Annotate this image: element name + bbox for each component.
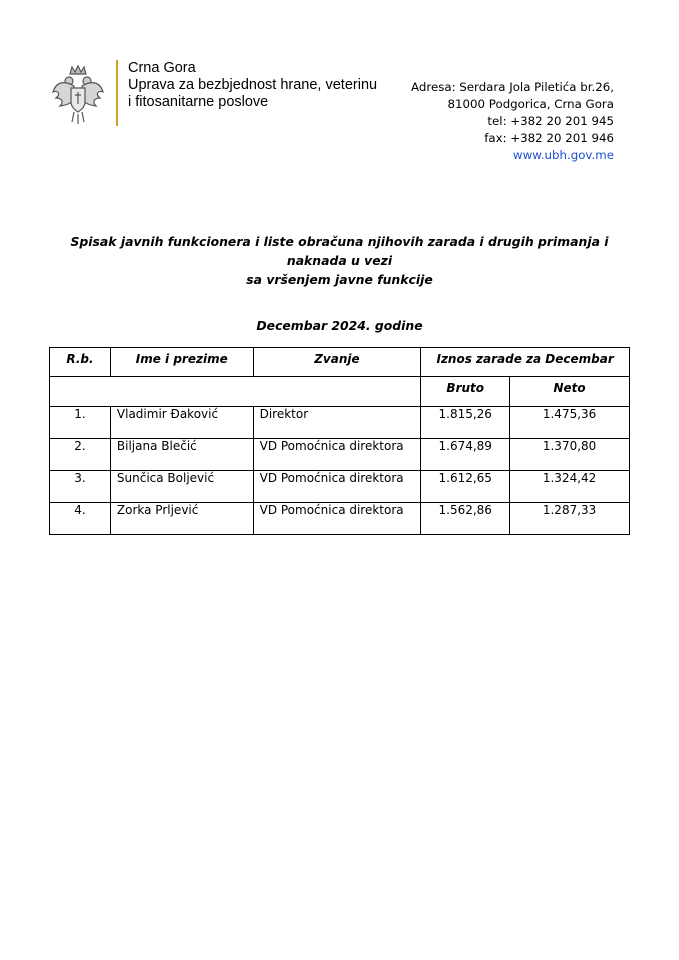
cell-name: Biljana Blečić — [110, 439, 253, 471]
header-rb: R.b. — [50, 348, 111, 377]
cell-gross: 1.562,86 — [421, 503, 510, 535]
cell-title: Direktor — [253, 407, 421, 439]
table-row — [50, 503, 630, 535]
table-subheader-row — [50, 377, 630, 407]
address-line-2: 81000 Podgorica, Crna Gora — [447, 97, 614, 111]
cell-rb: 4. — [50, 503, 111, 535]
fax-number: fax: +382 20 201 946 — [484, 131, 614, 145]
org-line-agency: Uprava za bezbjednost hrane, veterinu — [128, 77, 378, 93]
cell-net: 1.475,36 — [510, 407, 630, 439]
header-gross: Bruto — [421, 377, 510, 407]
cell-rb: 3. — [50, 471, 111, 503]
cell-name: Sunčica Boljević — [110, 471, 253, 503]
address-line-1: Adresa: Serdara Jola Piletića br.26, — [411, 80, 614, 94]
table-header-row — [50, 348, 630, 377]
cell-rb: 2. — [50, 439, 111, 471]
organization-name — [128, 60, 377, 111]
header-net: Neto — [510, 377, 630, 407]
cell-rb: 1. — [50, 407, 111, 439]
cell-gross: 1.674,89 — [421, 439, 510, 471]
org-line-country: Crna Gora — [128, 60, 196, 76]
coat-of-arms-icon — [50, 64, 106, 126]
cell-net: 1.324,42 — [510, 471, 630, 503]
header-amount-group: Iznos zarade za Decembar — [421, 348, 630, 377]
cell-gross: 1.815,26 — [421, 407, 510, 439]
table-row — [50, 439, 630, 471]
table-row — [50, 407, 630, 439]
cell-title: VD Pomoćnica direktora — [253, 471, 421, 503]
header-name: Ime i prezime — [110, 348, 253, 377]
cell-title: VD Pomoćnica direktora — [253, 439, 421, 471]
title-line-2: sa vršenjem javne funkcije — [246, 272, 433, 287]
website-link[interactable]: www.ubh.gov.me — [512, 148, 614, 162]
header-title: Zvanje — [253, 348, 421, 377]
title-line-1: Spisak javnih funkcionera i liste obračuna njihovih zarada i drugih primanja i naknada u vezi — [70, 234, 609, 268]
document-title — [40, 232, 639, 289]
cell-name: Zorka Prljević — [110, 503, 253, 535]
subheader-empty — [50, 377, 421, 407]
cell-net: 1.370,80 — [510, 439, 630, 471]
header-divider — [116, 60, 118, 126]
salaries-table — [49, 347, 630, 535]
document-period: Decembar 2024. godine — [256, 318, 423, 333]
cell-name: Vladimir Đaković — [110, 407, 253, 439]
cell-net: 1.287,33 — [510, 503, 630, 535]
table-row — [50, 471, 630, 503]
org-line-agency-cont: i fitosanitarne poslove — [128, 94, 269, 110]
cell-gross: 1.612,65 — [421, 471, 510, 503]
phone-number: tel: +382 20 201 945 — [487, 114, 614, 128]
cell-title: VD Pomoćnica direktora — [253, 503, 421, 535]
contact-block — [411, 79, 614, 164]
